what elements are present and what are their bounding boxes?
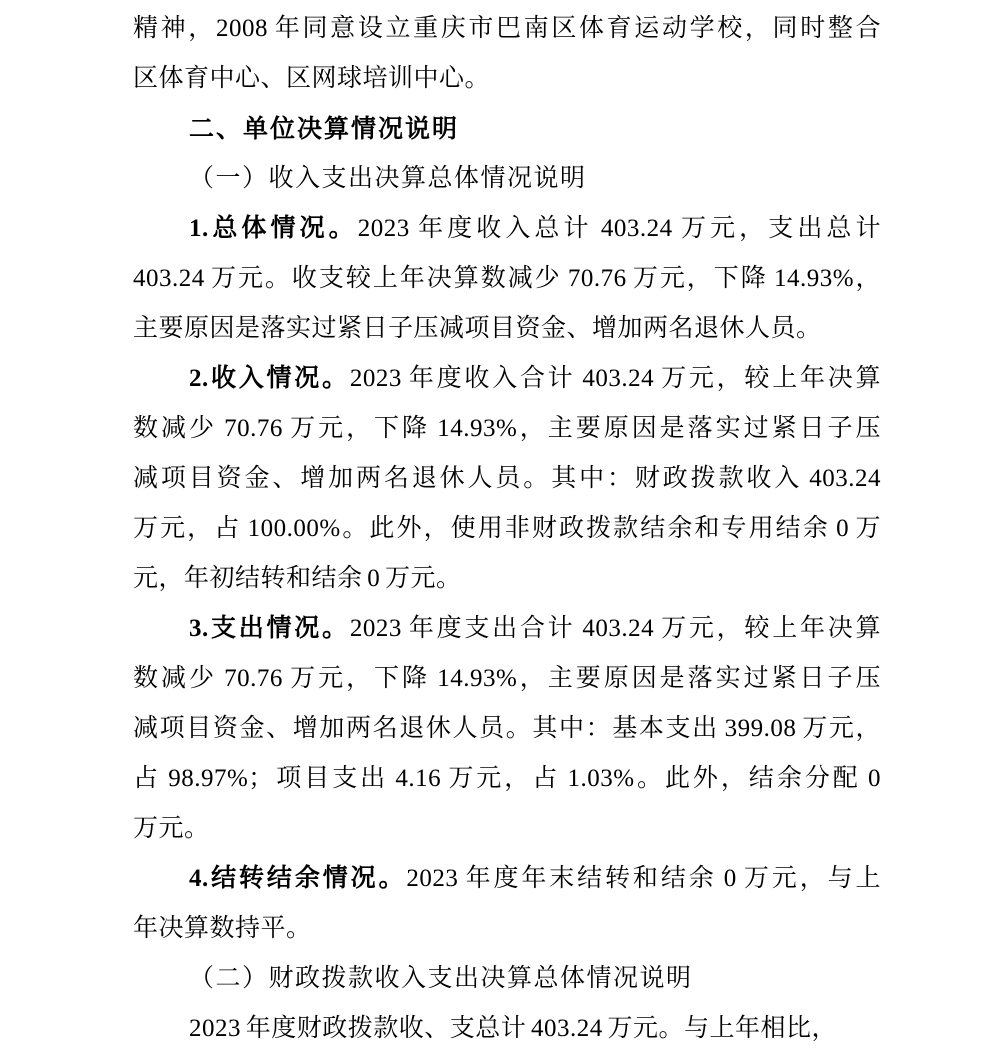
intro-paragraph-line-1: 精神，2008 年同意设立重庆市巴南区体育运动学校，同时整合 xyxy=(133,15,881,42)
section-heading: 二、单位决算情况说明 xyxy=(189,115,460,143)
para-income-line-5: 元，年初结转和结余 0 万元。 xyxy=(133,565,462,592)
document-text-block xyxy=(133,4,881,1054)
para-income-line-3: 减项目资金、增加两名退休人员。其中：财政拨款收入 403.24 xyxy=(133,465,881,492)
para-income-lead: 2.收入情况。 xyxy=(189,365,350,392)
para-income-line-1 xyxy=(133,354,881,404)
para-income-line-4: 万元，占 100.00%。此外，使用非财政拨款结余和专用结余 0 万 xyxy=(133,515,881,542)
para-overall-lead: 1.总体情况。 xyxy=(189,215,358,242)
para-carryover-line-1-text: 2023 年度年末结转和结余 0 万元，与上 xyxy=(406,865,881,892)
para-expenditure-line-2: 数减少 70.76 万元，下降 14.93%，主要原因是落实过紧日子压 xyxy=(133,665,881,692)
para-expenditure-line-3: 减项目资金、增加两名退休人员。其中：基本支出 399.08 万元， xyxy=(133,715,881,742)
para-overall-line-2: 403.24 万元。收支较上年决算数减少 70.76 万元，下降 14.93%， xyxy=(133,265,881,292)
para-carryover-lead: 4.结转结余情况。 xyxy=(189,865,407,892)
para-expenditure-lead: 3.支出情况。 xyxy=(189,615,350,642)
para-expenditure-line-4: 占 98.97%；项目支出 4.16 万元，占 1.03%。此外，结余分配 0 xyxy=(133,765,881,792)
subsection-heading-2: （二）财政拨款收入支出决算总体情况说明 xyxy=(189,965,693,992)
para-income-line-2: 数减少 70.76 万元，下降 14.93%，主要原因是落实过紧日子压 xyxy=(133,415,881,442)
subsection-heading-1: （一）收入支出决算总体情况说明 xyxy=(189,165,587,192)
para-expenditure-line-5: 万元。 xyxy=(133,815,210,842)
para-overall-line-1-text: 2023 年度收入总计 403.24 万元，支出总计 xyxy=(357,215,881,242)
para-fiscal-line-1: 2023 年度财政拨款收、支总计 403.24 万元。与上年相比， xyxy=(189,1015,838,1042)
intro-paragraph-line-2: 区体育中心、区网球培训中心。 xyxy=(133,65,491,92)
para-overall-line-3: 主要原因是落实过紧日子压减项目资金、增加两名退休人员。 xyxy=(133,315,822,342)
para-expenditure-line-1-text: 2023 年度支出合计 403.24 万元，较上年决算 xyxy=(349,615,881,642)
para-carryover-line-2: 年决算数持平。 xyxy=(133,915,312,942)
para-overall-line-1 xyxy=(133,204,881,254)
para-expenditure-line-1 xyxy=(133,604,881,654)
para-carryover-line-1 xyxy=(133,854,881,904)
para-income-line-1-text: 2023 年度收入合计 403.24 万元，较上年决算 xyxy=(349,365,881,392)
